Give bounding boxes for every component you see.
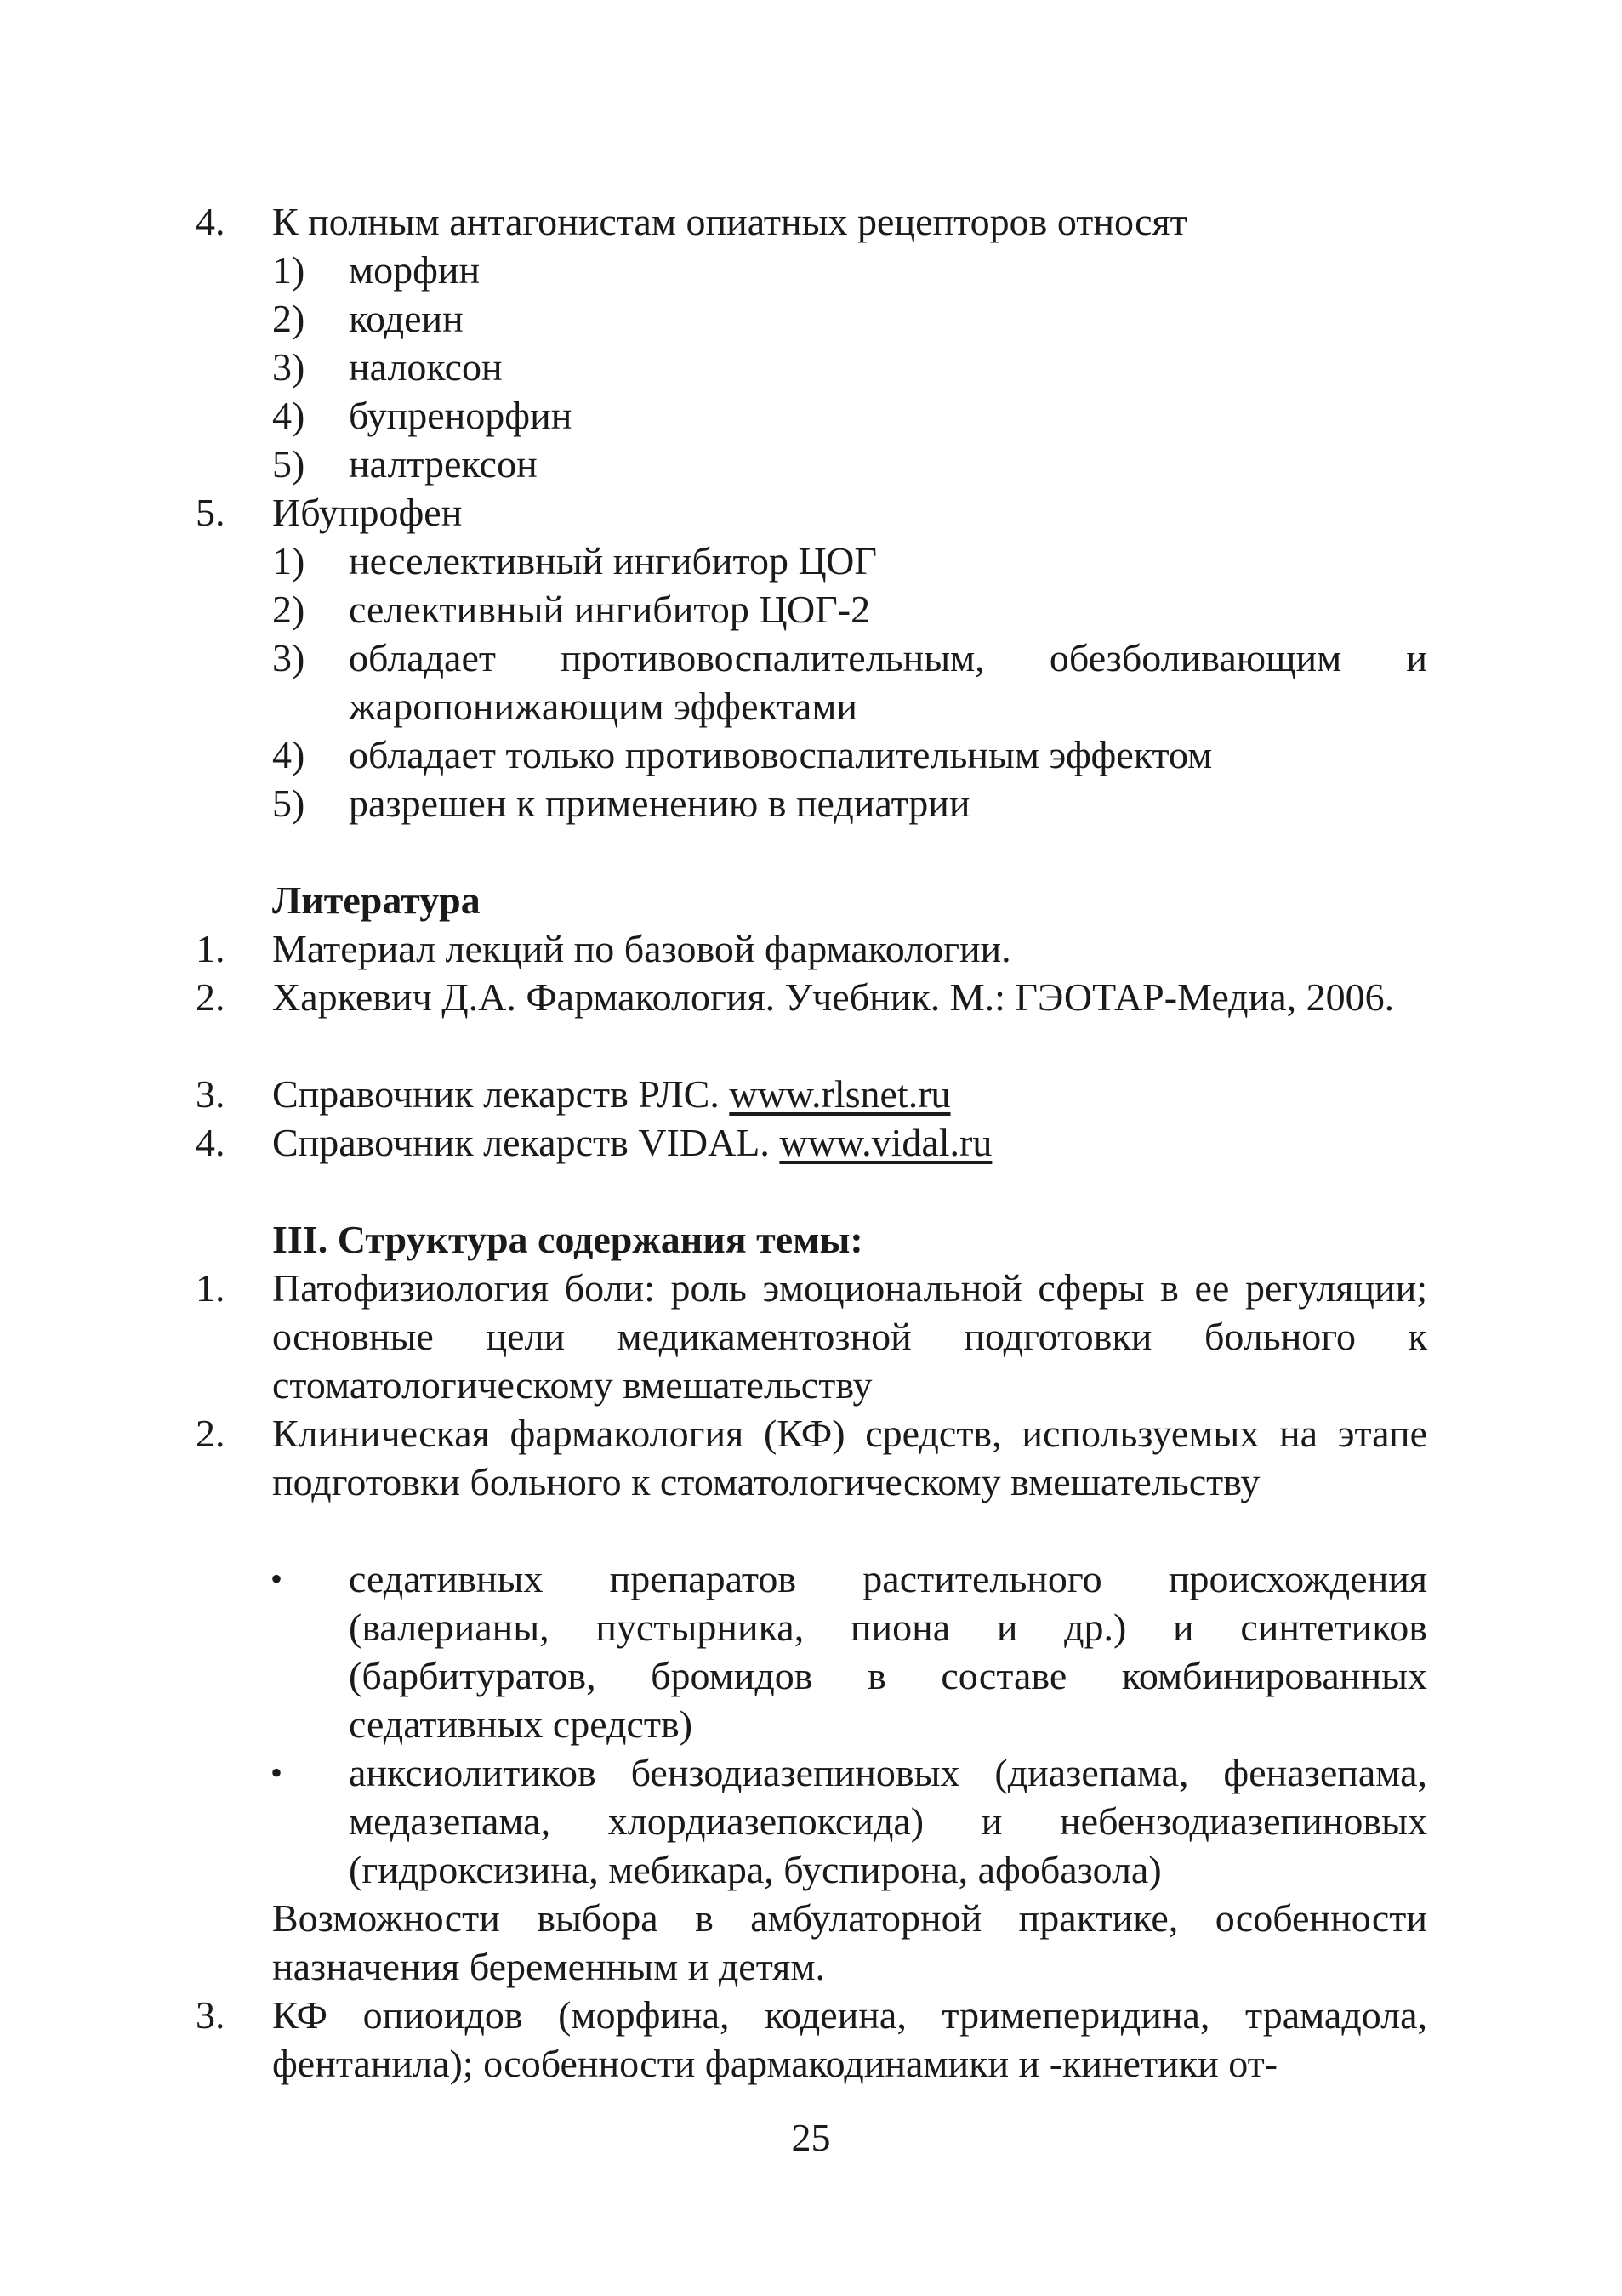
bullet-icon: • [270,1753,283,1792]
vidal-link[interactable]: www.vidal.ru [779,1121,993,1164]
option-text: бупренорфин [349,394,572,437]
q4-option-3 [272,343,503,391]
structure-item-3-number: 3. [196,1993,225,2037]
structure-item-2-text: Клиническая фармакология (КФ) средств, используемых на этапе подготовки больного к стоматологическому вмешательству [272,1412,1427,1503]
option-number: 1) [272,539,305,583]
option-text: разрешен к применению в педиатрии [349,781,970,825]
option-number: 5) [272,442,305,486]
q4-option-4 [272,391,572,440]
option-number: 3) [272,636,305,679]
option-number: 1) [272,248,305,292]
literature-item-1-text: Материал лекций по базовой фармакологии. [272,927,1011,970]
q5-option-1 [272,537,877,585]
structure-item-2-bullet-2: анксиолитиков бензодиазепиновых (диазепама, феназепама, медазепама, хлордиазепоксида) и небензодиазепиновых (гидроксизина, мебикара, буспирона, афобазола) [349,1751,1427,1891]
question-4-number: 4. [196,200,225,243]
literature-item-4-text: Справочник лекарств VIDAL. [272,1121,780,1164]
option-number: 2) [272,588,305,631]
option-number: 5) [272,781,305,825]
question-5-number: 5. [196,491,225,534]
option-number: 4) [272,733,305,776]
option-text: морфин [349,248,481,292]
literature-item-4-number: 4. [196,1121,225,1164]
literature-item-3 [272,1070,1427,1118]
option-text: налтрексон [349,442,538,486]
option-text: неселективный ингибитор ЦОГ [349,539,877,583]
q5-option-4 [272,730,1212,779]
q4-option-2 [272,294,464,343]
q5-option-5 [272,779,970,827]
structure-item-1-number: 1. [196,1266,225,1310]
structure-item-3-text: КФ опиоидов (морфина, кодеина, тримеперидина, трамадола, фентанила); особенности фармакодинамики и -кинетики от- [272,1993,1427,2085]
structure-item-2-bullet-1: седативных препаратов растительного происхождения (валерианы, пустырника, пиона и др.) и синтетиков (барбитуратов, бромидов в составе комбинированных седативных средств) [349,1557,1427,1746]
page-number: 25 [791,2116,831,2159]
q5-option-3-number [272,634,349,682]
option-text: кодеин [349,297,464,340]
q4-option-5 [272,440,538,488]
literature-item-1-number: 1. [196,927,225,970]
q5-option-3-text: обладает противовоспалительным, обезболивающим и жаропонижающим эффектами [349,636,1427,728]
literature-item-4 [272,1118,1427,1167]
option-text: налоксон [349,345,503,389]
literature-heading: Литература [272,878,481,922]
option-number: 4) [272,394,305,437]
q5-option-2 [272,585,870,634]
literature-item-2-number: 2. [196,975,225,1019]
rlsnet-link[interactable]: www.rlsnet.ru [729,1072,951,1116]
option-text: обладает только противовоспалительным эффектом [349,733,1213,776]
option-number: 2) [272,297,305,340]
structure-item-2-number: 2. [196,1412,225,1455]
option-number: 3) [272,345,305,389]
question-5-text: Ибупрофен [272,491,463,534]
question-4-text: К полным антагонистам опиатных рецепторов относят [272,200,1187,243]
q4-option-1 [272,246,480,294]
option-text: селективный ингибитор ЦОГ-2 [349,588,871,631]
structure-item-1-text: Патофизиология боли: роль эмоциональной сферы в ее регуляции; основные цели медикаментозной подготовки больного к стоматологическому вмешательству [272,1266,1427,1407]
structure-heading: III. Структура содержания темы: [272,1218,863,1261]
bullet-icon: • [270,1560,283,1598]
literature-item-3-text: Справочник лекарств РЛС. [272,1072,730,1116]
literature-item-2-text: Харкевич Д.А. Фармакология. Учебник. М.: ГЭОТАР-Медиа, 2006. [272,975,1395,1019]
structure-item-2-note: Возможности выбора в амбулаторной практике, особенности назначения беременным и детям. [272,1896,1427,1988]
literature-item-3-number: 3. [196,1072,225,1116]
